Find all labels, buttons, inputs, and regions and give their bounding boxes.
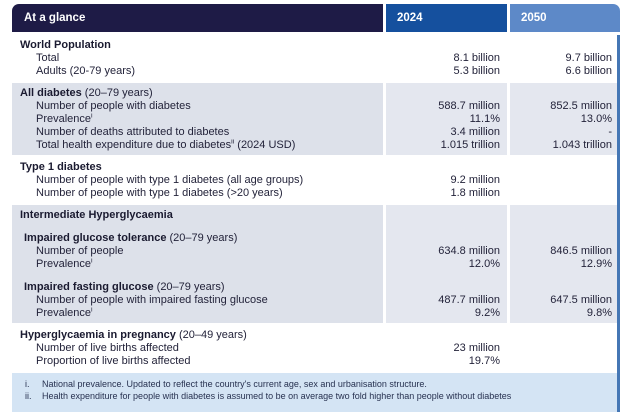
table-row (12, 307, 617, 320)
value-2024: 9.2% (474, 307, 500, 319)
footnote-text: National prevalence. Updated to reflect the country's current age, sex and urbanisation structure. (42, 379, 427, 389)
subsection-title: Impaired fasting glucose (24, 281, 154, 293)
table-header-row (12, 4, 620, 32)
row-label: Prevalence$^i$ (36, 258, 93, 270)
value-2050: 12.9% (580, 258, 612, 270)
section-intermediate-hyperglycaemia (12, 205, 617, 323)
table-row (12, 100, 617, 113)
value-2050: 647.5 million (550, 294, 612, 306)
table-row (12, 342, 617, 355)
section-title-row: All diabetes (20–79 years) (20, 87, 153, 99)
row-label: Number of people with type 1 diabetes (>20 years) (36, 187, 283, 199)
section-title: World Population (20, 39, 111, 51)
header-cell-2050: 2050 (510, 4, 620, 32)
value-2024: 1.8 million (450, 187, 500, 199)
value-2050 (507, 187, 617, 200)
value-2050: 6.6 billion (565, 65, 612, 77)
value-2050: 13.0% (580, 113, 612, 125)
value-2024: 9.2 million (450, 174, 500, 186)
table-row (12, 258, 617, 271)
subsection-title: Impaired glucose tolerance (24, 232, 167, 244)
table-row (12, 187, 617, 200)
table-row (12, 113, 617, 126)
table-row (12, 52, 617, 65)
value-2050: - (608, 126, 612, 138)
table-row (12, 126, 617, 139)
table-title: At a glance (24, 12, 86, 24)
value-2050 (507, 342, 617, 355)
header-cell-2024: 2024 (386, 4, 507, 32)
table-row (12, 65, 617, 78)
section-type1-diabetes (12, 157, 617, 203)
section-all-diabetes (12, 83, 617, 155)
footnotes-band (12, 373, 617, 412)
section-title-row (12, 161, 617, 174)
section-world-population (12, 35, 617, 81)
value-2050 (507, 355, 617, 368)
value-2024: 23 million (453, 342, 500, 354)
footnote-marker-sup: i (91, 307, 93, 314)
row-label: Prevalence$^i$ (36, 113, 93, 125)
section-title-row (12, 39, 617, 52)
right-edge-rule (617, 35, 620, 412)
row-label: Adults (20-79 years) (36, 65, 136, 77)
section-title: Type 1 diabetes (20, 161, 102, 173)
value-2050: 852.5 million (550, 100, 612, 112)
value-2024: 5.3 billion (453, 65, 500, 77)
row-label: Total health expenditure due to diabetes$^{ii}$ (2024 USD) (36, 139, 296, 151)
value-2050: 1.043 trillion (552, 139, 612, 151)
footnote-marker-sup: i (91, 258, 93, 265)
section-hyperglycaemia-in-pregnancy (12, 325, 617, 371)
row-label: Number of deaths attributed to diabetes (36, 126, 230, 138)
value-2024: 3.4 million (450, 126, 500, 138)
value-2024: 19.7% (468, 355, 500, 367)
footnote-marker-sup: i (91, 113, 93, 120)
value-2050: 846.5 million (550, 245, 612, 257)
section-title-row (12, 209, 617, 222)
table-row (12, 139, 617, 152)
table-row (12, 245, 617, 258)
value-2050: 9.8% (586, 307, 612, 319)
subsection-title-row: Impaired glucose tolerance (20–79 years) (24, 232, 238, 244)
footnote-text: Health expenditure for people with diabetes is assumed to be on average two fold higher than people without diabetes (42, 390, 512, 401)
section-title-row: Hyperglycaemia in pregnancy (20–49 years) (20, 329, 247, 341)
row-label: Number of people with impaired fasting glucose (36, 294, 268, 306)
header-cell-title (12, 4, 383, 32)
value-2024: 487.7 million (438, 294, 500, 306)
row-label: Number of people with type 1 diabetes (all age groups) (36, 174, 304, 186)
footnote (12, 379, 617, 391)
value-2050: 9.7 billion (565, 52, 612, 64)
section-title: All diabetes (20, 87, 82, 99)
row-label: Number of people with diabetes (36, 100, 191, 112)
row-label: Number of live births affected (36, 342, 179, 354)
table-row (12, 174, 617, 187)
footnote-marker-sup: ii (231, 139, 235, 146)
value-2050 (507, 174, 617, 187)
subsection-title-row: Impaired fasting glucose (20–79 years) (24, 281, 225, 293)
value-2024: 11.1% (469, 113, 500, 125)
value-2024: 8.1 billion (453, 52, 500, 64)
table-row (12, 355, 617, 368)
value-2024: 588.7 million (438, 100, 500, 112)
value-2024: 634.8 million (438, 245, 500, 257)
row-label: Proportion of live births affected (36, 355, 191, 367)
row-label: Number of people (36, 245, 124, 257)
section-title: Intermediate Hyperglycaemia (20, 209, 173, 221)
at-a-glance-table (12, 4, 620, 412)
table-body (12, 35, 620, 412)
table-row (12, 294, 617, 307)
section-title: Hyperglycaemia in pregnancy (20, 329, 176, 341)
footnote (12, 391, 617, 403)
footnote-marker: i. (25, 379, 30, 389)
row-label: Total (36, 52, 60, 64)
value-2024: 1.015 trillion (440, 139, 500, 151)
value-2024: 12.0% (468, 258, 500, 270)
footnote-marker: ii. (25, 390, 32, 401)
row-label: Prevalence$^i$ (36, 307, 93, 319)
